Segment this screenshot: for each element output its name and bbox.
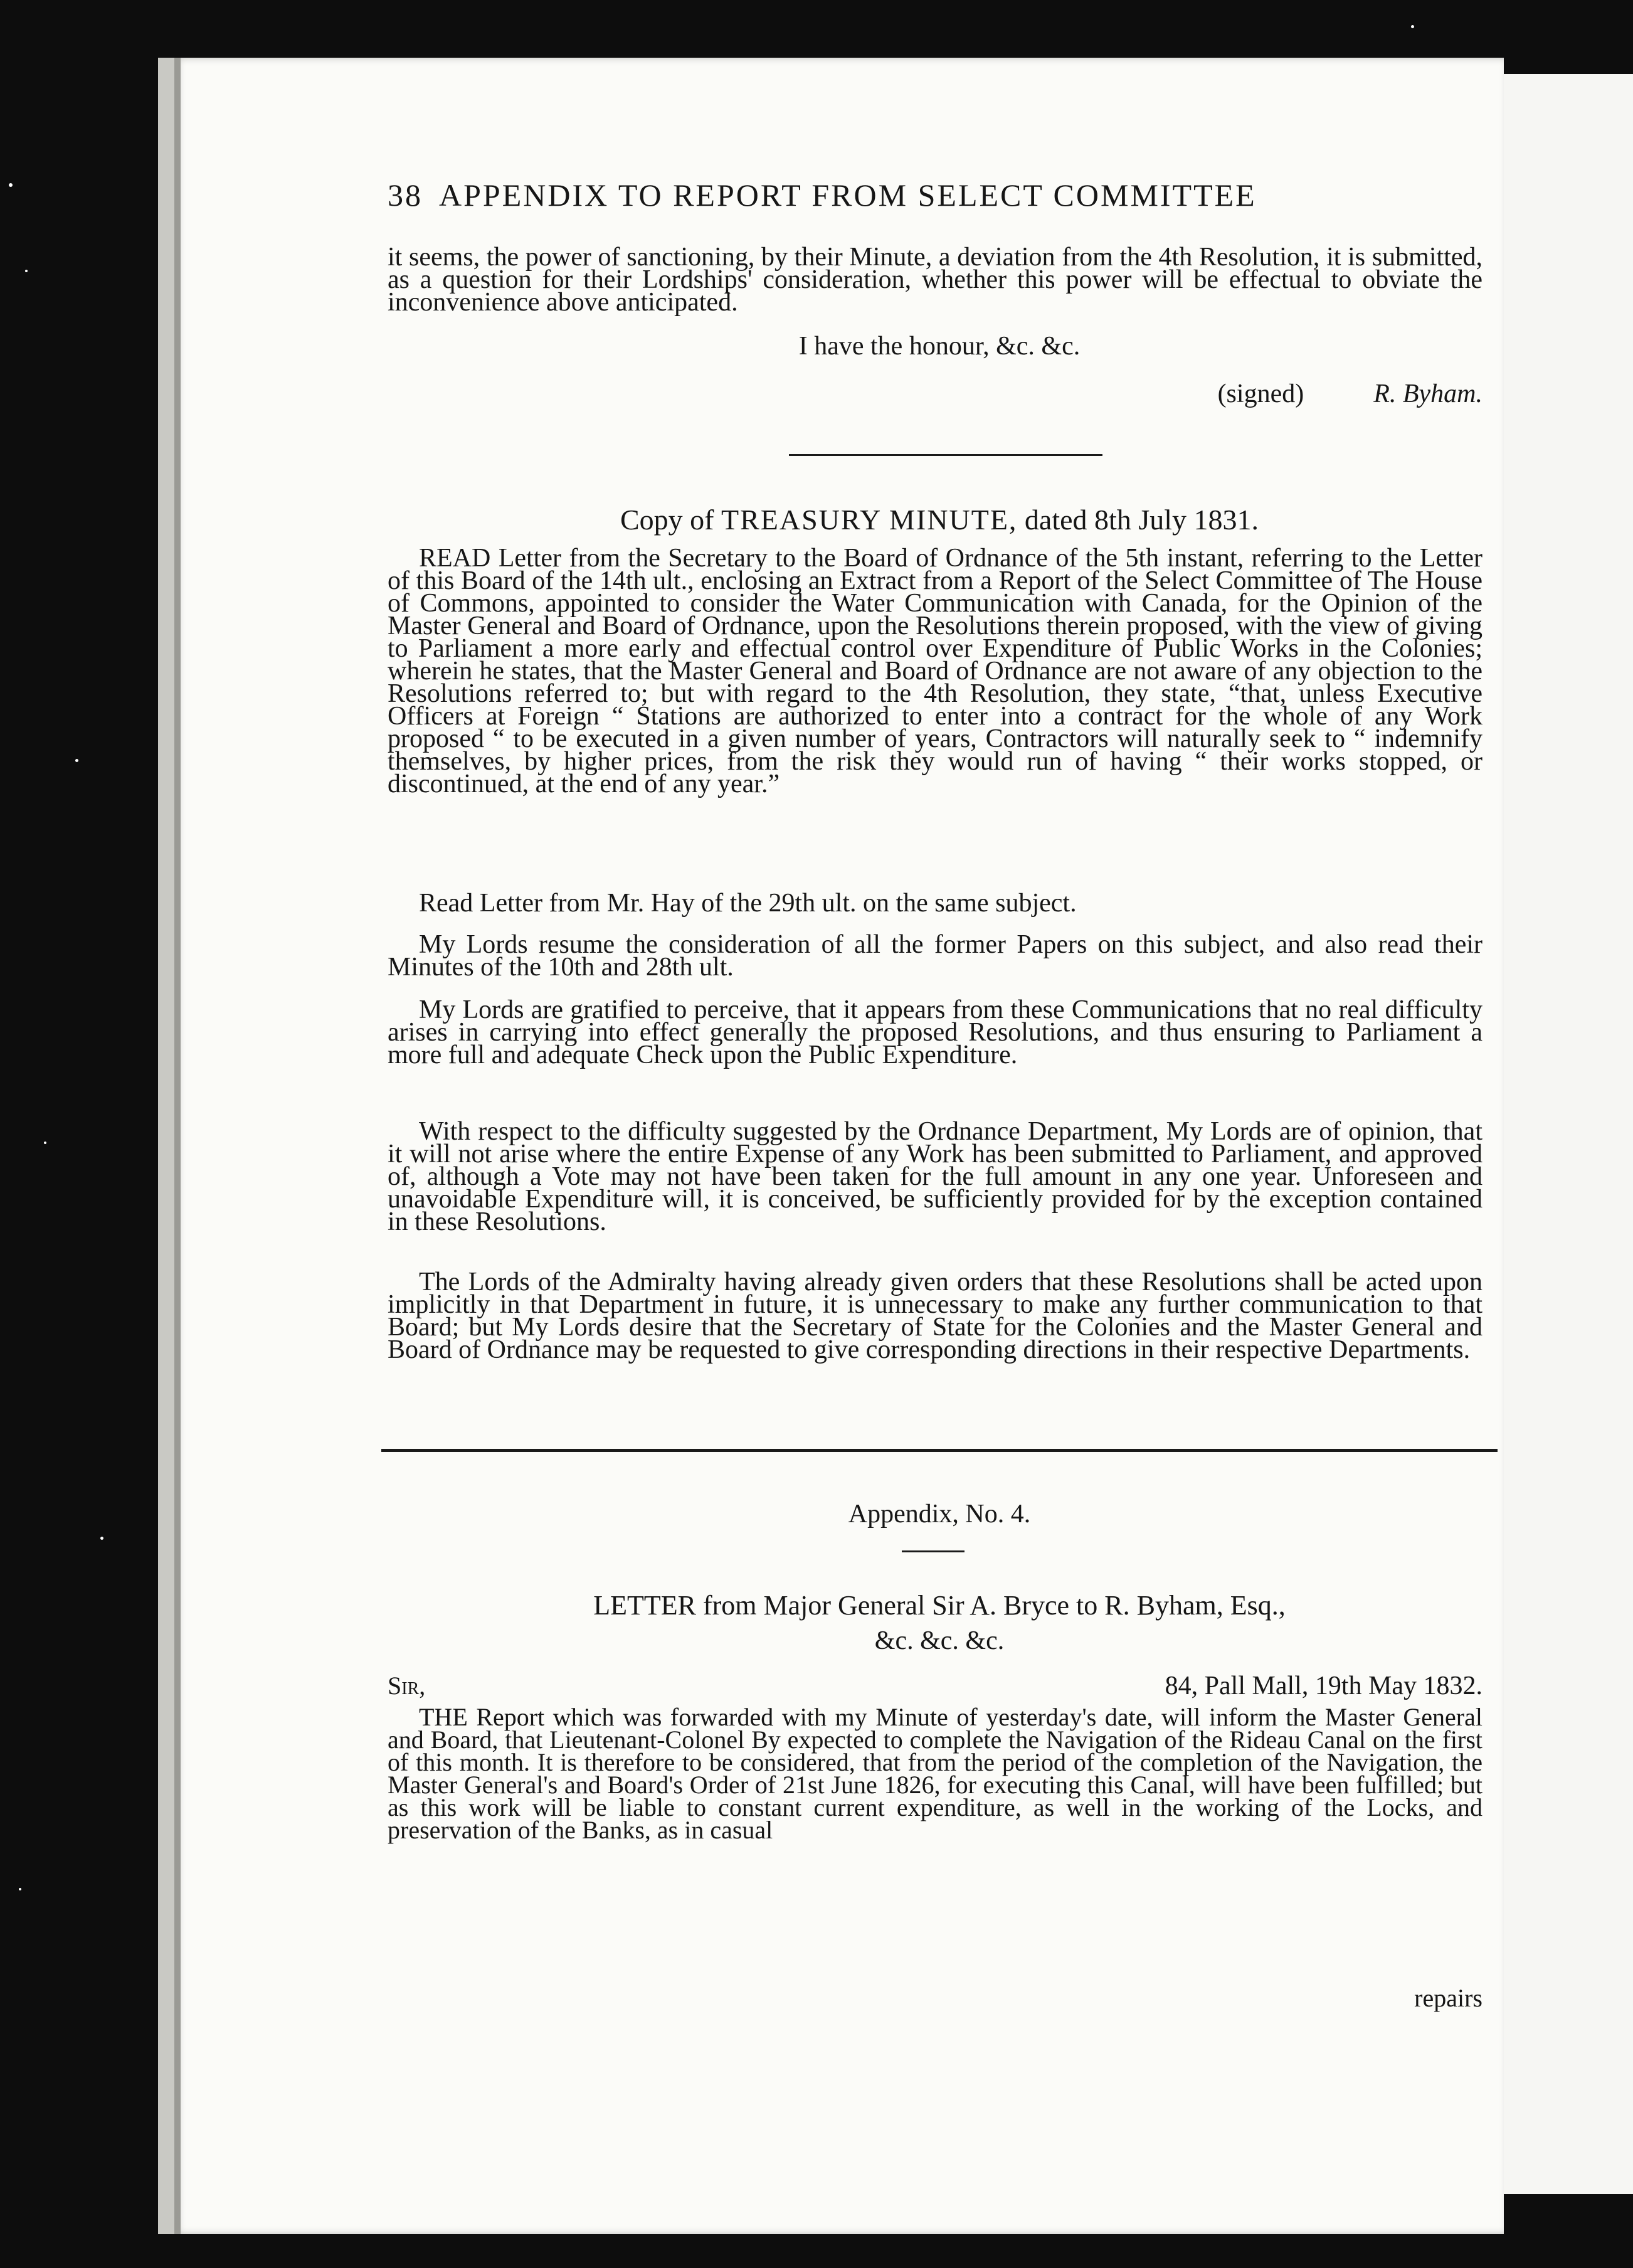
catchword: repairs — [1414, 1984, 1482, 2012]
minute-title-prefix: Copy of — [620, 504, 714, 536]
minute-title-date: dated 8th July 1831. — [1024, 504, 1259, 536]
letter-title-line2: &c. &c. &c. — [874, 1626, 1005, 1655]
section-divider — [789, 454, 1102, 456]
running-header — [388, 177, 1491, 213]
appendix-label: Appendix, No. 4. — [848, 1500, 1031, 1529]
section-rule — [381, 1449, 1498, 1452]
minute-title — [388, 503, 1491, 536]
minute-paragraph-resume: My Lords resume the consideration of all the former Papers on this subject, and also read their Minutes of the 10th and 28th ult. — [388, 930, 1482, 982]
minute-title-main: TREASURY MINUTE, — [721, 504, 1018, 536]
signature-line — [388, 379, 1482, 409]
short-rule — [902, 1550, 964, 1552]
minute-paragraph-read: READ Letter from the Secretary to the Board of Ordnance of the 5th instant, referring to the Letter of this Board of the 14th ult., enclosing an Extract from a Report of the Select Committee of The House of Commons, appointed to consider the Water Communication with Canada, for the Opinion of the Master General and Board of Ordnance, upon the Resolutions therein proposed, with the view of giving to Parliament a more early and effectual control over Expenditure of Public Works in the Colonies; wherein he states, that the Master General and Board of Ordnance are not aware of any objection to the Resolutions referred to; but with regard to the 4th Resolution, they state, “that, unless Executive Officers at Foreign “ Stations are authorized to enter into a contract for the whole of any Work proposed “ to be executed in a given number of years, Contractors will naturally seek to “ indemnify themselves, by higher prices, from the risk they would run of having “ their works stopped, or discontinued, at the end of any year.” — [388, 544, 1482, 798]
minute-paragraph-admiralty: The Lords of the Admiralty having already given orders that these Resolutions shall be acted upon implicitly in that Department in future, it is unnecessary to make any further communication to that Board; but My Lords desire that the Secretary of State for the Colonies and the Master General and Board of Ordnance may be requested to give corresponding directions in their respective Departments. — [388, 1268, 1482, 1364]
letter-title-line1: LETTER from Major General Sir A. Bryce to R. Byham, Esq., — [593, 1590, 1286, 1621]
running-title: APPENDIX TO REPORT FROM SELECT COMMITTEE — [439, 178, 1257, 213]
document-page — [158, 58, 1504, 2234]
minute-paragraph-hay: Read Letter from Mr. Hay of the 29th ult. on the same subject. — [419, 889, 1077, 918]
signed-label: (signed) — [1217, 379, 1304, 408]
page-number: 38 — [388, 178, 423, 213]
minute-paragraph-gratified: My Lords are gratified to perceive, that it appears from these Communications that no real difficulty arises in carrying into effect generally the proposed Resolutions, and thus ensuring to Parliament a more full and adequate Check upon the Public Expenditure. — [388, 995, 1482, 1069]
letter-body: THE Report which was forwarded with my Minute of yesterday's date, will inform the Master General and Board, that Lieutenant-Colonel By expected to complete the Navigation of the Rideau Canal on the first of this month. It is therefore to be considered, that from the period of the completion of the Navigation, the Master General's and Board's Order of 21st June 1826, for executing this Canal, will have been fulfilled; but as this work will be liable to constant current expenditure, as well in the working of the Locks, and preservation of the Banks, as in casual — [388, 1703, 1482, 1844]
signatory-name: R. Byham. — [1373, 379, 1482, 408]
closing-formula: I have the honour, &c. &c. — [798, 332, 1081, 361]
letter-salutation: Sir, — [388, 1672, 426, 1700]
opening-paragraph: it seems, the power of sanctioning, by their Minute, a deviation from the 4th Resolution, it is submitted, as a question for their Lordships' consideration, whether this power will be effectual to obviate the inconvenience above anticipated. — [388, 243, 1482, 317]
letter-address-date: 84, Pall Mall, 19th May 1832. — [1165, 1672, 1482, 1700]
minute-paragraph-difficulty: With respect to the difficulty suggested by the Ordnance Department, My Lords are of opinion, that it will not arise where the entire Expense of any Work has been submitted to Parliament, and approved of, although a Vote may not have been taken for the full amount in any one year. Unforeseen and unavoidable Expenditure will, it is conceived, be sufficiently provided for by the exception contained in these Resolutions. — [388, 1117, 1482, 1236]
